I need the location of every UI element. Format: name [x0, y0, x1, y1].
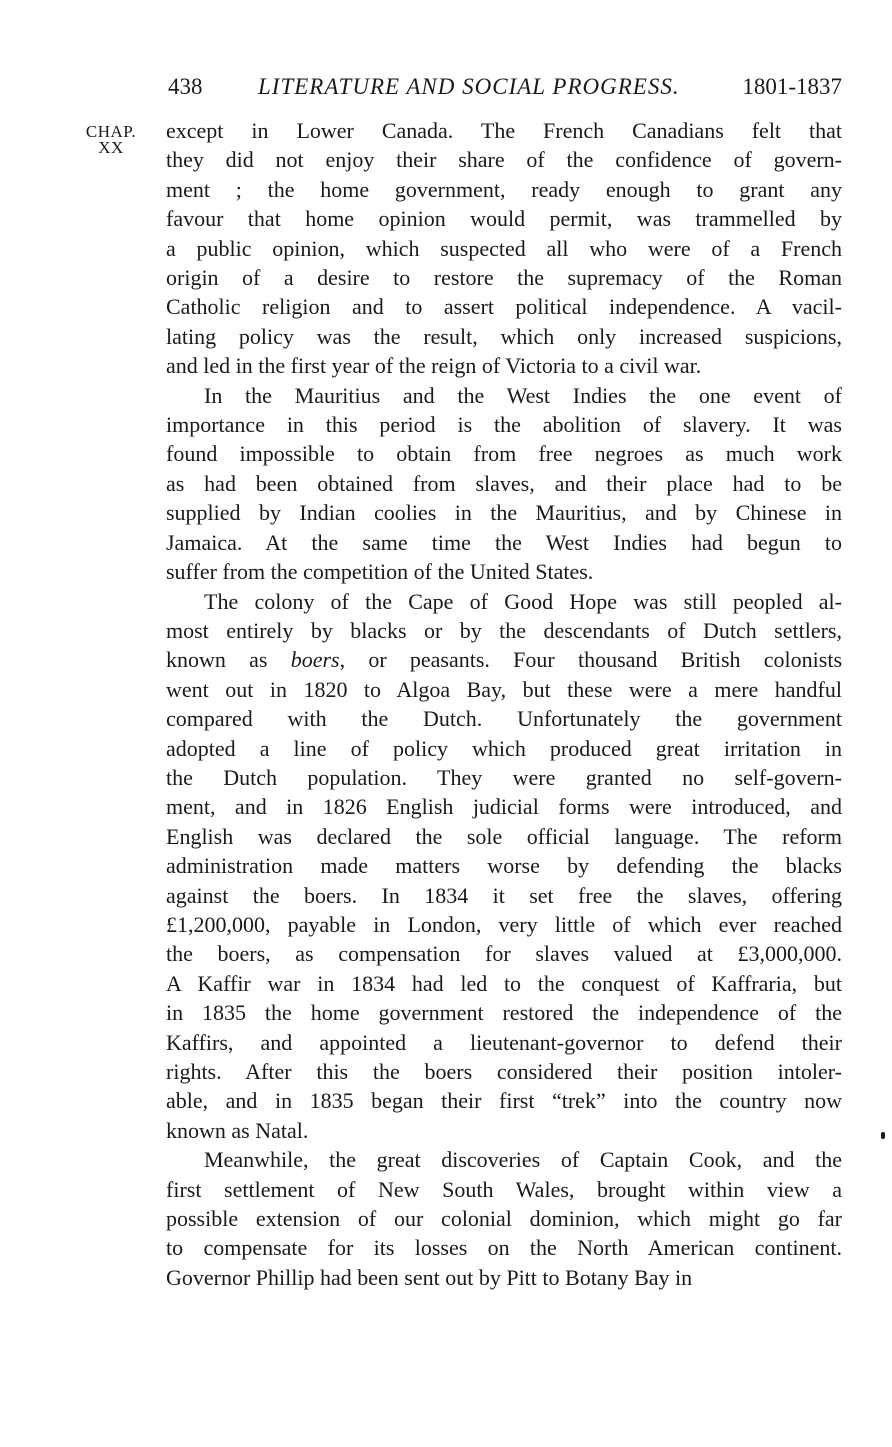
text-line: able, and in 1835 began their first “trek” into the country now [166, 1088, 842, 1114]
paragraph [166, 381, 842, 587]
text-line: ment, and in 1826 English judicial forms were introduced, and [166, 794, 842, 820]
text-line: to compensate for its losses on the North American continent. [166, 1235, 842, 1261]
paragraph [166, 1145, 842, 1292]
text-line: rights. After this the boers considered their position intoler- [166, 1059, 842, 1084]
text-line: as had been obtained from slaves, and their place had to be [166, 470, 842, 496]
stray-ink-mark [881, 1132, 885, 1139]
text-line: known as boers, or peasants. Four thousand British colonists [166, 647, 842, 673]
text-line: supplied by Indian coolies in the Mauritius, and by Chinese in [166, 500, 842, 526]
running-header [168, 66, 842, 106]
paragraph [166, 587, 842, 1146]
text-line: they did not enjoy their share of the confidence of govern- [166, 147, 842, 173]
text-line: possible extension of our colonial dominion, which might go far [166, 1206, 842, 1232]
text-line: in 1835 the home government restored the independence of the [166, 1000, 842, 1026]
chapter-number: XX [98, 138, 124, 157]
text-line: A Kaffir war in 1834 had led to the conquest of Kaffraria, but [166, 970, 842, 996]
text-line: £1,200,000, payable in London, very little of which ever reached [166, 911, 842, 937]
text-line: ment ; the home government, ready enough to grant any [166, 176, 842, 202]
running-title: LITERATURE AND SOCIAL PROGRESS. [258, 74, 680, 99]
text-line: known as Natal. [166, 1117, 309, 1143]
text-line: importance in this period is the abolition of slavery. It was [166, 412, 842, 438]
text-line: Jamaica. At the same time the West Indies had begun to [166, 529, 842, 555]
text-line: against the boers. In 1834 it set free the slaves, offering [166, 882, 842, 908]
text-line: The colony of the Cape of Good Hope was still peopled al- [204, 588, 842, 614]
chapter-marginal-note [66, 124, 156, 156]
text-line: went out in 1820 to Algoa Bay, but these were a mere handful [166, 676, 842, 702]
text-line: except in Lower Canada. The French Canadians felt that [166, 118, 842, 143]
text-line: In the Mauritius and the West Indies the one event of [204, 382, 842, 408]
text-line: first settlement of New South Wales, brought within view a [166, 1176, 842, 1202]
text-line: and led in the first year of the reign of Victoria to a civil war. [166, 353, 702, 379]
text-line: found impossible to obtain from free negroes as much work [166, 441, 842, 467]
text-line: origin of a desire to restore the supremacy of the Roman [166, 265, 842, 291]
paragraph [166, 116, 842, 381]
text-line: administration made matters worse by defending the blacks [166, 853, 842, 879]
text-line: English was declared the sole official language. The reform [166, 823, 842, 849]
text-line: adopted a line of policy which produced great irritation in [166, 735, 842, 761]
text-line: most entirely by blacks or by the descendants of Dutch settlers, [166, 617, 842, 643]
text-line: Meanwhile, the great discoveries of Captain Cook, and the [204, 1147, 842, 1173]
chapter-label: CHAP. [85, 122, 137, 141]
text-line: a public opinion, which suspected all who were of a French [166, 235, 842, 261]
text-line: Kaffirs, and appointed a lieutenant-governor to defend their [166, 1029, 842, 1055]
text-line: Catholic religion and to assert political independence. A vacil- [166, 294, 842, 320]
text-line: compared with the Dutch. Unfortunately the government [166, 706, 842, 732]
page-number: 438 [168, 74, 203, 99]
text-line: favour that home opinion would permit, was trammelled by [166, 206, 842, 232]
text-line: the boers, as compensation for slaves valued at £3,000,000. [166, 941, 842, 967]
text-line: Governor Phillip had been sent out by Pitt to Botany Bay in [166, 1264, 693, 1290]
date-range: 1801-1837 [742, 74, 842, 99]
text-line: lating policy was the result, which only increased suspicions, [166, 323, 842, 349]
text-line: the Dutch population. They were granted no self-govern- [166, 764, 842, 790]
text-line: suffer from the competition of the United States. [166, 559, 594, 585]
body-text [166, 116, 842, 1292]
